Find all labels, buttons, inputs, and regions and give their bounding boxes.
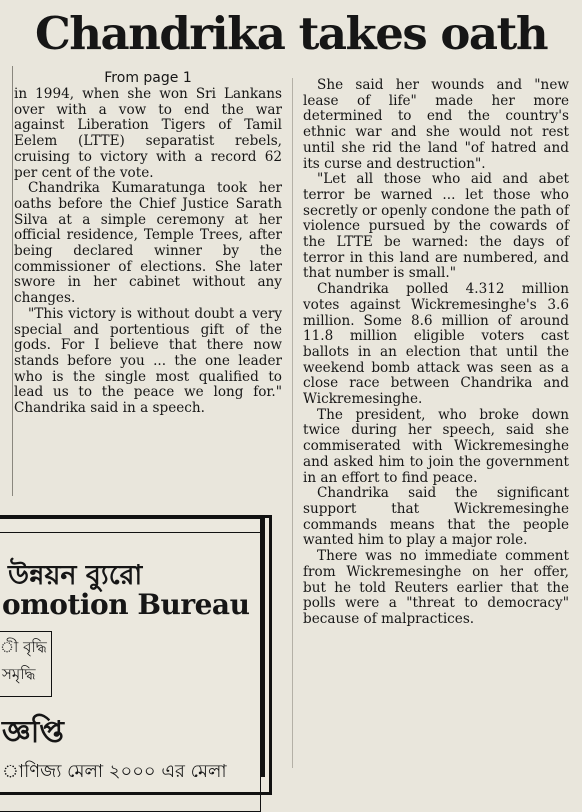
left-column	[14, 69, 282, 417]
article-paragraph: Chandrika polled 4.312 million votes against Wickremesinghe's 3.6 million. Some 8.6 million of around 11.8 million eligible voters cast ballots in an election that until the weekend bomb attack was seen as a close race between Chandrika and Wickremesinghe.	[303, 281, 569, 408]
jump-line: From page 1	[104, 70, 192, 86]
column-divider	[292, 78, 293, 768]
advertisement-bengali-heading: উন্নয়ন ব্যুরো	[8, 560, 143, 591]
headline: Chandrika takes oath	[34, 7, 548, 60]
article-paragraph: "Let all those who aid and abet terror be warned ... let those who secretly or openly condone the path of violence pursued by the cowards of the LTTE be warned: the days of terror in this land are numbered, and that number is small."	[303, 171, 569, 282]
advertisement-top-border	[0, 515, 265, 519]
advertisement-bottom-text: াণিজ্য মেলা ২০০০ এর মেলা	[2, 761, 227, 782]
column-rule-left	[12, 66, 13, 496]
article-paragraph: Chandrika said the significant support that Wickremesinghe commands means that the people wanted him to play a major role.	[303, 485, 569, 549]
right-column	[303, 78, 569, 628]
article-paragraph: "This victory is without doubt a very special and portentious gift of the gods. For I believe that there now stands before you ... the one leader who is the single most qualified to lead us to the peace we long for." Chandrika said in a speech.	[14, 305, 282, 417]
article-paragraph: Chandrika Kumaratunga took her oaths before the Chief Justice Sarath Silva at a simple ceremony at her official residence, Temple Trees, after being declared winner by the commissioner of elections. She later swore in her cabinet without any changes.	[14, 180, 282, 307]
advertisement-notice-heading: জ্ঞপ্তি	[2, 715, 64, 750]
advertisement-english-heading: omotion Bureau	[2, 588, 250, 621]
advertisement-right-border	[260, 515, 265, 777]
article-paragraph: She said her wounds and "new lease of life" made her more determined to end the country's ethnic war and she would not rest until she rid the land "of hatred and its curse and destruction".	[303, 77, 569, 172]
article-paragraph: There was no immediate comment from Wickremesinghe on her offer, but he told Reuters earlier that the polls were a "threat to democracy" because of malpractices.	[303, 548, 569, 627]
advertisement-line-1: ী বৃদ্ধি	[0, 638, 47, 656]
article-paragraph: The president, who broke down twice during her speech, said she commiserated with Wickremesinghe and asked him to join the government in an effort to find peace.	[303, 406, 569, 486]
advertisement-line-2: সমৃদ্ধি	[2, 665, 36, 683]
article-paragraph: in 1994, when she won Sri Lankans over with a vow to end the war against Liberation Tigers of Tamil Eelem (LTTE) separatist rebels, cruising to victory with a record 62 per cent of the vote.	[14, 86, 282, 181]
